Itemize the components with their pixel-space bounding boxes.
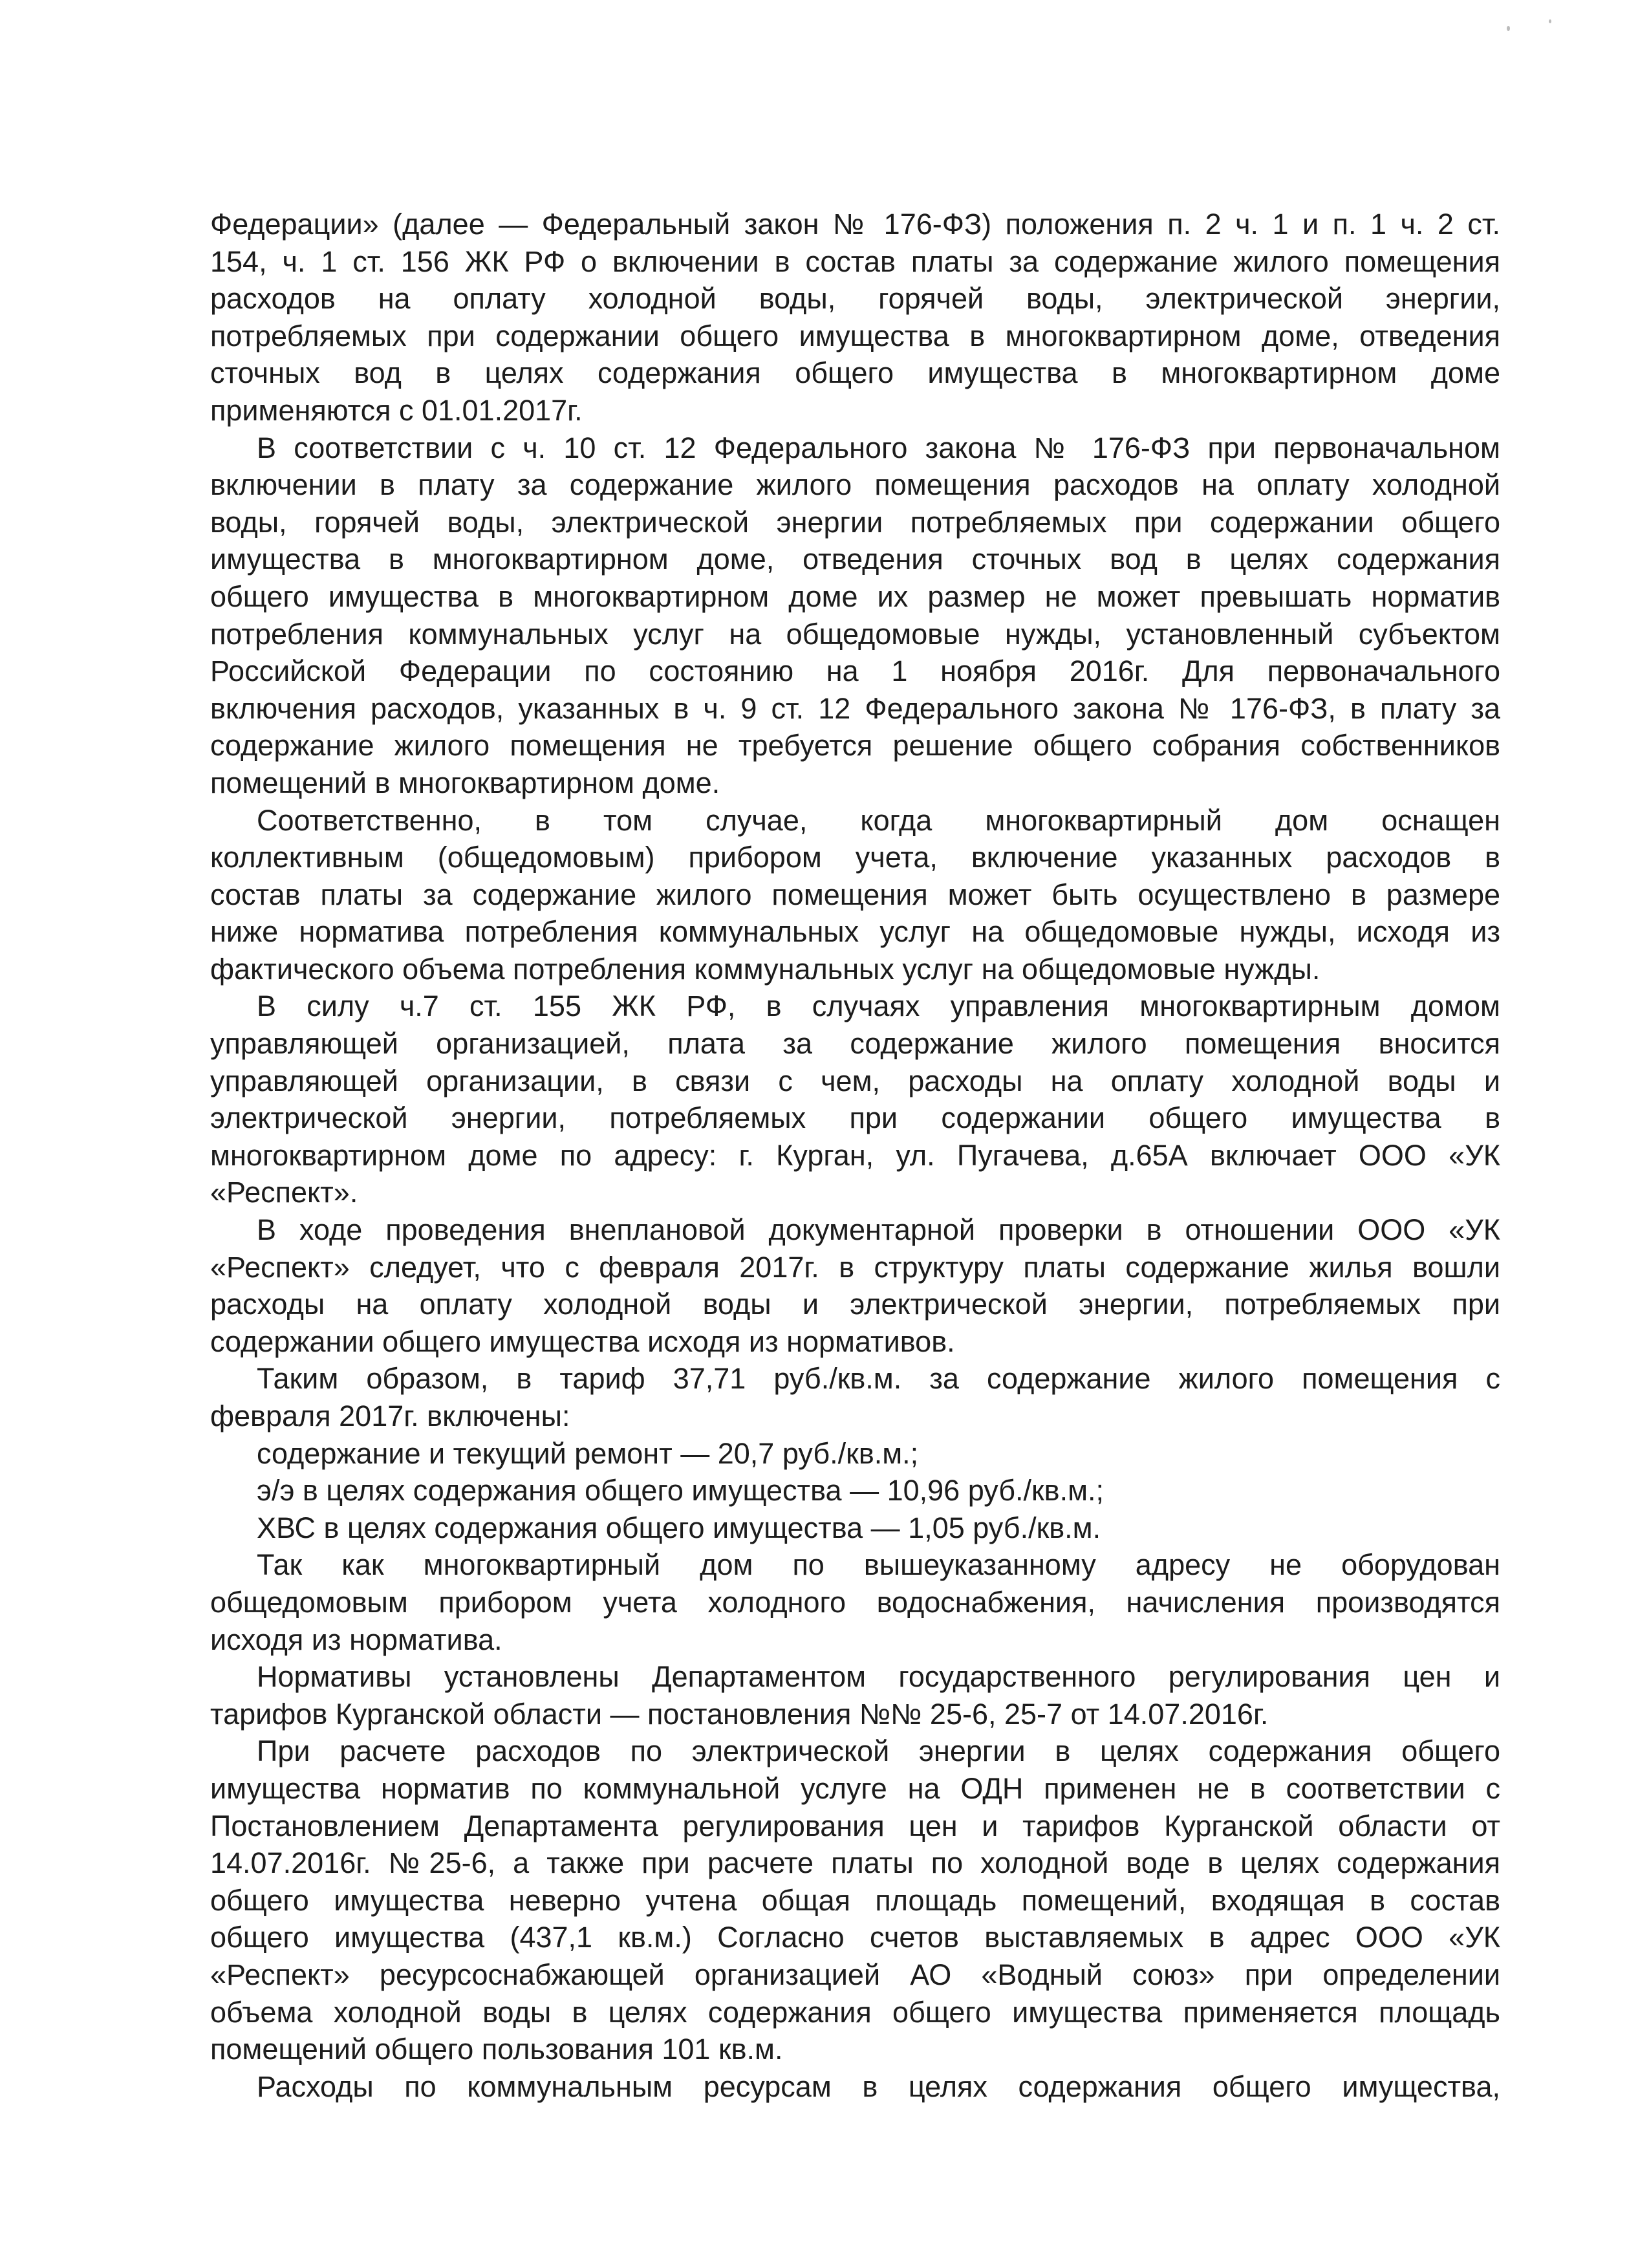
text-line: В силу ч.7 ст. 155 ЖК РФ, в случаях управления многоквартирным домом <box>257 989 1500 1023</box>
text-line: расходов на оплату холодной воды, горячей воды, электрической энергии, <box>210 282 1500 316</box>
scan-speck <box>1549 19 1551 23</box>
text-line: Так как многоквартирный дом по вышеуказанному адресу не оборудован <box>257 1548 1500 1582</box>
text-line: Таким образом, в тариф 37,71 руб./кв.м. за содержание жилого помещения с <box>257 1362 1500 1396</box>
paragraph <box>210 1211 1500 1360</box>
text-line: помещений общего пользования 101 кв.м. <box>210 2033 783 2066</box>
text-line: управляющей организацией, плата за содержание жилого помещения вносится <box>210 1027 1500 1061</box>
text-line: общего имущества в многоквартирном доме их размер не может превышать норматив <box>210 579 1500 613</box>
paragraph <box>210 2068 1500 2106</box>
text-line: 14.07.2016г. №25-6, а также при расчете платы по холодной воде в целях содержания <box>210 1846 1500 1880</box>
text-line: Федерации» (далее — Федеральный закон № 176-ФЗ) положения п. 2 ч. 1 и п. 1 ч. 2 ст. <box>210 208 1500 241</box>
text-line: Нормативы установлены Департаментом государственного регулирования цен и <box>257 1660 1500 1694</box>
paragraph <box>210 1472 1500 1509</box>
text-line: Соответственно, в том случае, когда многоквартирный дом оснащен <box>257 803 1500 837</box>
text-line: содержание и текущий ремонт — 20,7 руб./кв.м.; <box>257 1436 919 1470</box>
text-line: включении в плату за содержание жилого помещения расходов на оплату холодной <box>210 468 1500 502</box>
text-line: «Респект» ресурсоснабжающей организацией АО «Водный союз» при определении <box>210 1958 1500 1991</box>
text-line: включения расходов, указанных в ч. 9 ст. 12 Федерального закона № 176-ФЗ, в плату за <box>210 691 1500 725</box>
text-line: потребления коммунальных услуг на общедомовые нужды, установленный субъектом <box>210 617 1500 651</box>
text-line: Постановлением Департамента регулирования цен и тарифов Курганской области от <box>210 1809 1500 1842</box>
paragraph <box>210 802 1500 988</box>
paragraph <box>210 429 1500 802</box>
text-line: «Респект». <box>210 1176 358 1209</box>
text-line: общего имущества (437,1 кв.м.) Согласно счетов выставляемых в адрес ООО «УК <box>210 1921 1500 1954</box>
text-line: объема холодной воды в целях содержания общего имущества применяется площадь <box>210 1995 1500 2029</box>
text-line: ниже норматива потребления коммунальных услуг на общедомовые нужды, исходя из <box>210 915 1500 949</box>
text-line: электрической энергии, потребляемых при содержании общего имущества в <box>210 1101 1500 1135</box>
text-line: имущества в многоквартирном доме, отведения сточных вод в целях содержания <box>210 543 1500 576</box>
text-line: потребляемых при содержании общего имущества в многоквартирном доме, отведения <box>210 319 1500 352</box>
text-line: тарифов Курганской области — постановления №№ 25-6, 25-7 от 14.07.2016г. <box>210 1697 1269 1731</box>
paragraph <box>210 1658 1500 1733</box>
text-line: сточных вод в целях содержания общего имущества в многоквартирном доме <box>210 356 1500 390</box>
text-line: ХВС в целях содержания общего имущества — 1,05 руб./кв.м. <box>257 1511 1101 1544</box>
text-line: имущества норматив по коммунальной услуге на ОДН применен не в соответствии с <box>210 1771 1500 1805</box>
text-line: расходы на оплату холодной воды и электрической энергии, потребляемых при <box>210 1288 1500 1321</box>
paragraph <box>210 1733 1500 2068</box>
text-line: многоквартирном доме по адресу: г. Курган, ул. Пугачева, д.65А включает ООО «УК <box>210 1138 1500 1172</box>
text-line: воды, горячей воды, электрической энергии потребляемых при содержании общего <box>210 505 1500 539</box>
text-line: применяются с 01.01.2017г. <box>210 393 583 427</box>
text-line: фактического объема потребления коммунальных услуг на общедомовые нужды. <box>210 952 1320 986</box>
paragraph <box>210 988 1500 1211</box>
paragraph <box>210 1435 1500 1473</box>
paragraph <box>210 1509 1500 1547</box>
text-line: В соответствии с ч. 10 ст. 12 Федерального закона № 176-ФЗ при первоначальном <box>257 431 1500 464</box>
text-line: э/э в целях содержания общего имущества — 10,96 руб./кв.м.; <box>257 1474 1105 1507</box>
text-line: содержании общего имущества исходя из нормативов. <box>210 1324 955 1358</box>
text-line: общего имущества неверно учтена общая площадь помещений, входящая в состав <box>210 1883 1500 1917</box>
text-line: состав платы за содержание жилого помещения может быть осуществлено в размере <box>210 878 1500 911</box>
text-line: содержание жилого помещения не требуется решение общего собрания собственников <box>210 729 1500 762</box>
scan-speck <box>1507 26 1510 31</box>
text-line: помещений в многоквартирном доме. <box>210 766 720 799</box>
text-line: В ходе проведения внеплановой документарной проверки в отношении ООО «УК <box>257 1213 1500 1247</box>
text-line: февраля 2017г. включены: <box>210 1399 570 1432</box>
paragraph <box>210 206 1500 429</box>
text-line: Российской Федерации по состоянию на 1 ноября 2016г. Для первоначального <box>210 654 1500 688</box>
text-line: управляющей организации, в связи с чем, расходы на оплату холодной воды и <box>210 1064 1500 1097</box>
paragraph <box>210 1360 1500 1434</box>
text-line: 154, ч. 1 ст. 156 ЖК РФ о включении в состав платы за содержание жилого помещения <box>210 244 1500 278</box>
text-line: Расходы по коммунальным ресурсам в целях содержания общего имущества, <box>257 2069 1500 2103</box>
document-page-body <box>210 206 1500 2105</box>
text-line: исходя из норматива. <box>210 1623 502 1656</box>
text-line: общедомовым прибором учета холодного водоснабжения, начисления производятся <box>210 1585 1500 1619</box>
text-line: «Респект» следует, что с февраля 2017г. в структуру платы содержание жилья вошли <box>210 1250 1500 1284</box>
text-line: коллективным (общедомовым) прибором учета, включение указанных расходов в <box>210 841 1500 874</box>
paragraph <box>210 1546 1500 1658</box>
text-line: При расчете расходов по электрической энергии в целях содержания общего <box>257 1734 1500 1768</box>
